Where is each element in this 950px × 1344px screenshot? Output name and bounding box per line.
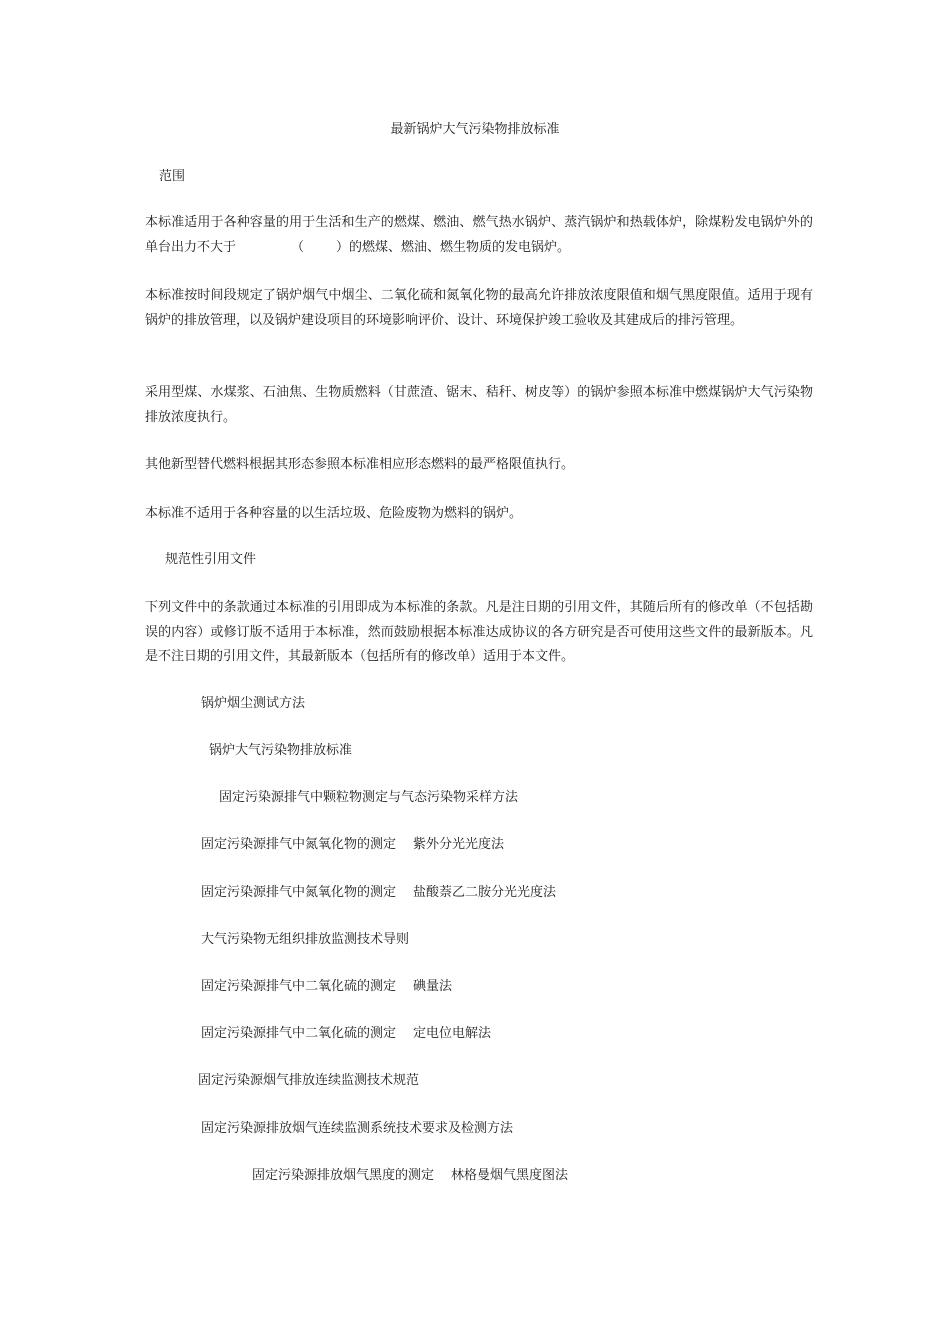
reference-item <box>201 1120 513 1138</box>
paren-open: （ <box>291 239 305 255</box>
paragraph-scope-exclusion: 本标准不适用于各种容量的以生活垃圾、危险废物为燃料的锅炉。 <box>145 506 523 521</box>
reference-item <box>201 836 504 854</box>
reference-item <box>201 978 452 996</box>
section-heading-scope: 范围 <box>159 169 186 184</box>
paragraph-text: 的燃煤、燃油、燃生物质的发电锅炉。 <box>349 239 571 255</box>
reference-item <box>219 789 518 807</box>
reference-title: 固定污染源排气中氮氧化物的测定 <box>201 837 397 852</box>
reference-title: 固定污染源烟气排放连续监测技术规范 <box>198 1073 420 1088</box>
reference-method: 盐酸萘乙二胺分光光度法 <box>413 885 557 900</box>
reference-method: 林格曼烟气黑度图法 <box>451 1168 569 1183</box>
reference-title: 大气污染物无组织排放监测技术导则 <box>201 932 410 947</box>
reference-item <box>201 1025 491 1043</box>
reference-method: 紫外分光光度法 <box>413 837 505 852</box>
paragraph-scope-time-periods: 本标准按时间段规定了锅炉烟气中烟尘、二氧化硫和氮氧化物的最高允许排放浓度限值和烟气黑度限值。适用于现有锅炉的排放管理，以及锅炉建设项目的环境影响评价、设计、环境保护竣工验收及其建成后的排污管理。 <box>145 288 813 328</box>
document-title: 最新锅炉大气污染物排放标准 <box>390 122 560 137</box>
paren-close: ） <box>336 239 350 255</box>
reference-title: 固定污染源排气中二氧化硫的测定 <box>201 979 397 994</box>
reference-title: 锅炉烟尘测试方法 <box>201 696 306 711</box>
section-heading-normative-references: 规范性引用文件 <box>165 552 257 567</box>
reference-title: 固定污染源排气中颗粒物测定与气态污染物采样方法 <box>219 790 519 805</box>
reference-title: 固定污染源排气中氮氧化物的测定 <box>201 885 397 900</box>
reference-item <box>198 1072 419 1090</box>
reference-method: 碘量法 <box>413 979 453 994</box>
paragraph-scope-alt-fuels: 采用型煤、水煤浆、石油焦、生物质燃料（甘蔗渣、锯末、秸秆、树皮等）的锅炉参照本标准中燃煤锅炉大气污染物排放浓度执行。 <box>145 385 813 425</box>
reference-title: 锅炉大气污染物排放标准 <box>209 743 353 758</box>
reference-item <box>201 884 556 902</box>
paragraph-references-intro: 下列文件中的条款通过本标准的引用即成为本标准的条款。凡是注日期的引用文件，其随后所有的修改单（不包括勘误的内容）或修订版不适用于本标准，然而鼓励根据本标准达成协议的各方研究是否可使用这些文件的最新版本。凡是不注日期的引用文件，其最新版本（包括所有的修改单）适用于本文件。 <box>145 600 813 664</box>
paragraph-scope-applicability <box>145 211 813 260</box>
reference-item <box>209 742 352 760</box>
reference-title: 固定污染源排气中二氧化硫的测定 <box>201 1026 397 1041</box>
paragraph-text: 本标准适用于各种容量的用于生活和生产的燃煤、燃油、燃气热水锅炉、蒸汽锅炉和热载体炉，除煤粉发电锅炉外的单台出力不大于 <box>145 215 813 255</box>
reference-title: 固定污染源排放烟气连续监测系统技术要求及检测方法 <box>201 1121 514 1136</box>
reference-item <box>252 1167 568 1185</box>
reference-method: 定电位电解法 <box>413 1026 492 1041</box>
reference-item <box>201 931 409 949</box>
reference-title: 固定污染源排放烟气黑度的测定 <box>252 1168 435 1183</box>
paragraph-scope-new-fuels: 其他新型替代燃料根据其形态参照本标准相应形态燃料的最严格限值执行。 <box>145 457 575 472</box>
reference-item <box>201 695 305 713</box>
